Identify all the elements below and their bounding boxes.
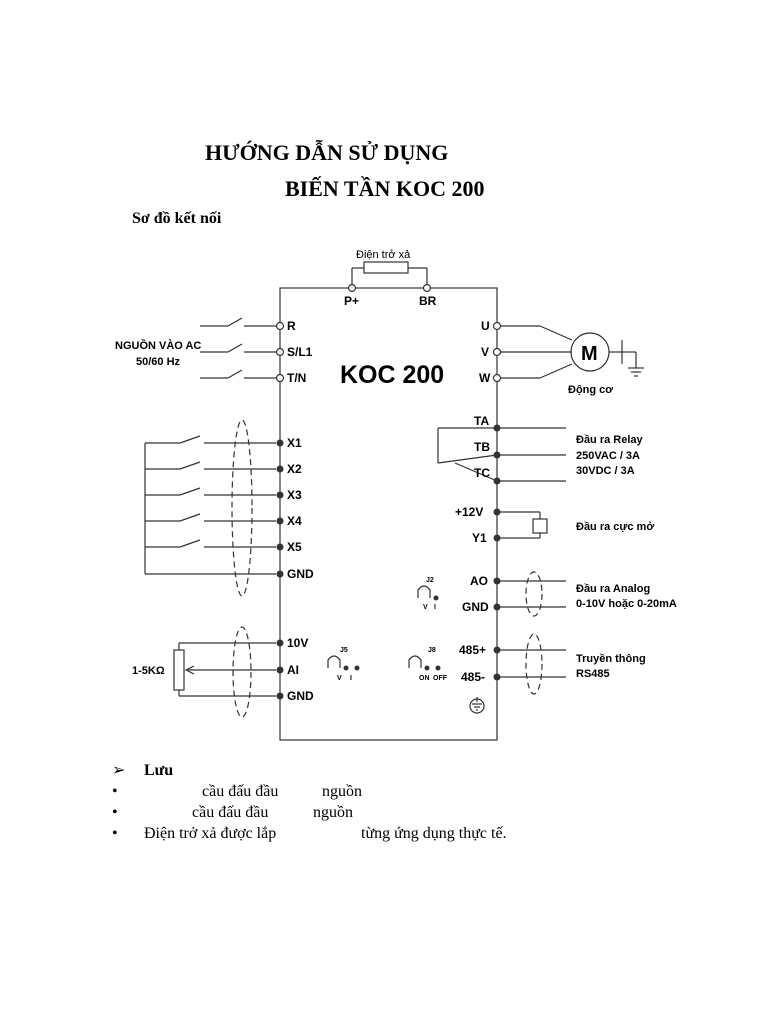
terminal-x2: X2 bbox=[287, 462, 302, 476]
notes-heading: Lưu bbox=[144, 762, 174, 779]
comm-label-1: Truyền thông bbox=[576, 653, 646, 665]
jumper-j5-opt1: V bbox=[337, 675, 342, 682]
relay-label-1: Đầu ra Relay bbox=[576, 434, 643, 446]
terminal-10v: 10V bbox=[287, 636, 309, 650]
terminal-v: V bbox=[481, 345, 490, 359]
section-subtitle: Sơ đồ kết nối bbox=[132, 210, 222, 227]
terminal-485-minus: 485- bbox=[461, 670, 486, 684]
terminal-12v: +12V bbox=[455, 505, 484, 519]
bullet-icon: • bbox=[112, 804, 118, 821]
bullet-icon: • bbox=[112, 825, 118, 842]
motor-label: Động cơ bbox=[568, 384, 614, 396]
arrow-bullet-icon: ➢ bbox=[112, 762, 126, 779]
comm-label-2: RS485 bbox=[576, 668, 610, 680]
terminal-r: R bbox=[287, 319, 296, 333]
open-collector-load bbox=[533, 519, 547, 533]
terminal-x1: X1 bbox=[287, 436, 302, 450]
terminal-y1: Y1 bbox=[472, 531, 487, 545]
analog-output-label-1: Đầu ra Analog bbox=[576, 583, 651, 595]
terminal-x4: X4 bbox=[287, 514, 302, 528]
jumper-j5-name: J5 bbox=[340, 647, 348, 654]
jumper-j8-opt1: ON bbox=[419, 675, 430, 682]
terminal-gnd-analog: GND bbox=[287, 689, 314, 703]
jumper-j5-opt2: I bbox=[350, 675, 352, 682]
title-line-2: BIẾN TẦN KOC 200 bbox=[285, 176, 485, 201]
potentiometer-label: 1-5KΩ bbox=[132, 665, 165, 677]
terminal-x5: X5 bbox=[287, 540, 302, 554]
analog-output-label-2: 0-10V hoặc 0-20mA bbox=[576, 598, 677, 610]
device-label: KOC 200 bbox=[340, 361, 445, 389]
jumper-j2-opt2: I bbox=[434, 604, 436, 611]
terminal-s-l1: S/L1 bbox=[287, 345, 313, 359]
terminal-ta: TA bbox=[474, 414, 490, 428]
motor-symbol: M bbox=[581, 343, 598, 365]
jumper-j8-opt2: OFF bbox=[433, 675, 447, 682]
terminal-tc: TC bbox=[474, 466, 490, 480]
terminal-gnd-digital: GND bbox=[287, 567, 314, 581]
terminal-ao: AO bbox=[470, 574, 488, 588]
terminal-ai: AI bbox=[287, 663, 299, 677]
terminal-x3: X3 bbox=[287, 488, 302, 502]
jumper-j2-opt1: V bbox=[423, 604, 428, 611]
terminal-gnd-ao: GND bbox=[462, 600, 489, 614]
terminal-p-plus: P+ bbox=[344, 294, 360, 308]
potentiometer-symbol bbox=[174, 650, 184, 690]
open-collector-label: Đầu ra cực mở bbox=[576, 521, 655, 533]
terminal-br: BR bbox=[419, 294, 437, 308]
terminal-w: W bbox=[479, 371, 491, 385]
terminal-tb: TB bbox=[474, 440, 490, 454]
brake-resistor-symbol bbox=[364, 262, 408, 273]
input-label-2: 50/60 Hz bbox=[136, 356, 181, 368]
title-line-1: HƯỚNG DẪN SỬ DỤNG bbox=[205, 140, 449, 165]
jumper-j8-name: J8 bbox=[428, 647, 436, 654]
terminal-485-plus: 485+ bbox=[459, 643, 487, 657]
terminal-u: U bbox=[481, 319, 490, 333]
jumper-j2-name: J2 bbox=[426, 577, 434, 584]
input-label-1: NGUỒN VÀO AC bbox=[115, 340, 202, 352]
terminal-t-n: T/N bbox=[287, 371, 307, 385]
bullet-icon: • bbox=[112, 783, 118, 800]
brake-resistor-label: Điện trở xả bbox=[356, 249, 411, 261]
relay-label-3: 30VDC / 3A bbox=[576, 465, 635, 477]
relay-label-2: 250VAC / 3A bbox=[576, 450, 640, 462]
